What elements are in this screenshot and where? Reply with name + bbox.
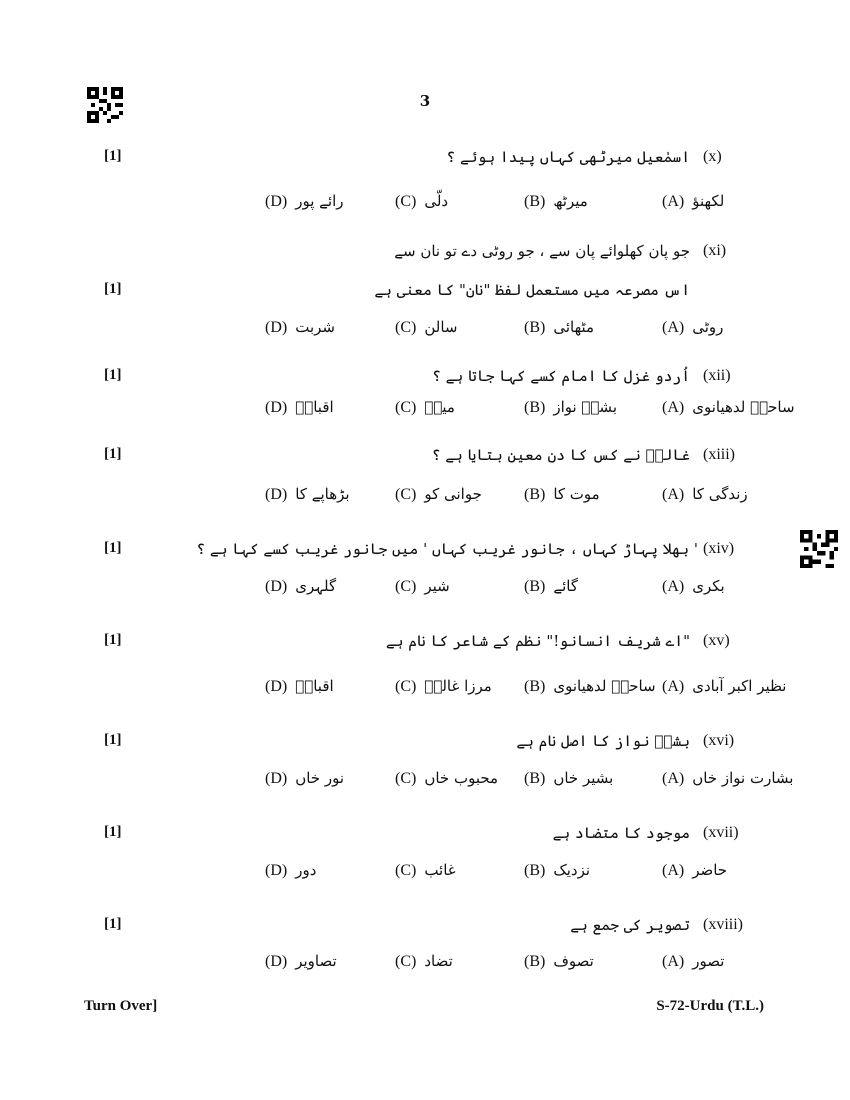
marks-label: [1] — [104, 446, 122, 462]
option-b: (B) ساحرؔ لدھیانوی — [524, 677, 656, 695]
question-text-line2: اس مصرعہ میں مستعمل لفظ "نان" کا معنی ہے — [374, 281, 690, 299]
option-b: (B) بشیر خاں — [524, 769, 614, 787]
question-text: ' بھلا پہاڑ کہاں ، جانور غریب کہاں ' میں جانور غریب کسے کہا ہے ؟ — [196, 540, 698, 558]
option-b: (B) موت کا — [524, 485, 600, 503]
option-a: (A) ساحرؔ لدھیانوی — [662, 398, 795, 416]
question-number: (xv) — [703, 632, 730, 649]
option-a: (A) نظیر اکبر آبادی — [662, 677, 787, 695]
question-number: (xvii) — [703, 824, 739, 841]
marks-label: [1] — [104, 632, 122, 648]
marks-label: [1] — [104, 281, 122, 297]
marks-label: [1] — [104, 824, 122, 840]
option-d: (D) شربت — [265, 318, 335, 336]
option-c: (C) سالن — [395, 318, 458, 336]
question-number: (xi) — [703, 242, 727, 259]
option-d: (D) بڑھاپے کا — [265, 485, 350, 503]
option-d: (D) اقبالؔ — [265, 677, 334, 695]
option-d: (D) رائے پور — [265, 192, 344, 210]
option-b: (B) مٹھائی — [524, 318, 595, 336]
marks-label: [1] — [104, 732, 122, 748]
option-c: (C) محبوب خاں — [395, 769, 499, 787]
question-number: (xiv) — [703, 540, 735, 557]
option-b: (B) تصوف — [524, 952, 594, 970]
question-number: (xiii) — [703, 446, 735, 463]
marks-label: [1] — [104, 367, 122, 383]
option-d: (D) گلہری — [265, 577, 337, 595]
qr-code-right-margin — [800, 530, 838, 568]
option-d: (D) تصاویر — [265, 952, 337, 970]
marks-label: [1] — [104, 148, 122, 164]
option-b: (B) گائے — [524, 577, 579, 595]
question-text: جو پان کھلوائے پان سے ، جو روٹی دے تو نان سے — [394, 242, 690, 260]
option-a: (A) زندگی کا — [662, 485, 748, 503]
option-d: (D) نور خاں — [265, 769, 345, 787]
question-text: اسمٰعیل میرٹھی کہاں پیدا ہوئے ؟ — [446, 148, 690, 166]
option-c: (C) جوانی کو — [395, 485, 482, 503]
option-c: (C) تضاد — [395, 952, 453, 970]
marks-label: [1] — [104, 916, 122, 932]
question-number: (xviii) — [703, 916, 743, 933]
option-d: (D) اقبالؔ — [265, 398, 334, 416]
option-c: (C) شیر — [395, 577, 450, 595]
option-a: (A) حاضر — [662, 861, 728, 879]
marks-label: [1] — [104, 540, 122, 556]
question-text: تصویر کی جمع ہے — [570, 916, 690, 934]
page-number: 3 — [419, 92, 431, 110]
option-b: (B) نزدیک — [524, 861, 591, 879]
question-text: بشرؔ نواز کا اصل نام ہے — [516, 732, 690, 750]
option-a: (A) روٹی — [662, 318, 724, 336]
option-c: (C) دلّی — [395, 192, 449, 210]
footer-turn-over: Turn Over] — [84, 998, 158, 1014]
option-d: (D) دور — [265, 861, 317, 879]
question-text: غالبؔ نے کس کا دن معین بتایا ہے ؟ — [431, 446, 690, 464]
option-c: (C) غائب — [395, 861, 456, 879]
option-a: (A) بکری — [662, 577, 725, 595]
question-number: (x) — [703, 148, 722, 165]
option-a: (A) بشارت نواز خاں — [662, 769, 794, 787]
option-a: (A) تصور — [662, 952, 725, 970]
question-text: اُردو غزل کا امام کسے کہا جاتا ہے ؟ — [432, 367, 690, 385]
question-text: "اے شریف انسانو!" نظم کے شاعر کا نام ہے — [385, 632, 690, 650]
option-c: (C) مرزا غالبؔ — [395, 677, 492, 695]
option-b: (B) بشرؔ نواز — [524, 398, 617, 416]
question-text: موجود کا متضاد ہے — [552, 824, 690, 842]
option-c: (C) میرؔ — [395, 398, 455, 416]
question-number: (xvi) — [703, 732, 735, 749]
option-a: (A) لکھنؤ — [662, 192, 725, 210]
footer-paper-code: S-72-Urdu (T.L.) — [656, 998, 764, 1014]
option-b: (B) میرٹھ — [524, 192, 588, 210]
question-number: (xii) — [703, 367, 731, 384]
